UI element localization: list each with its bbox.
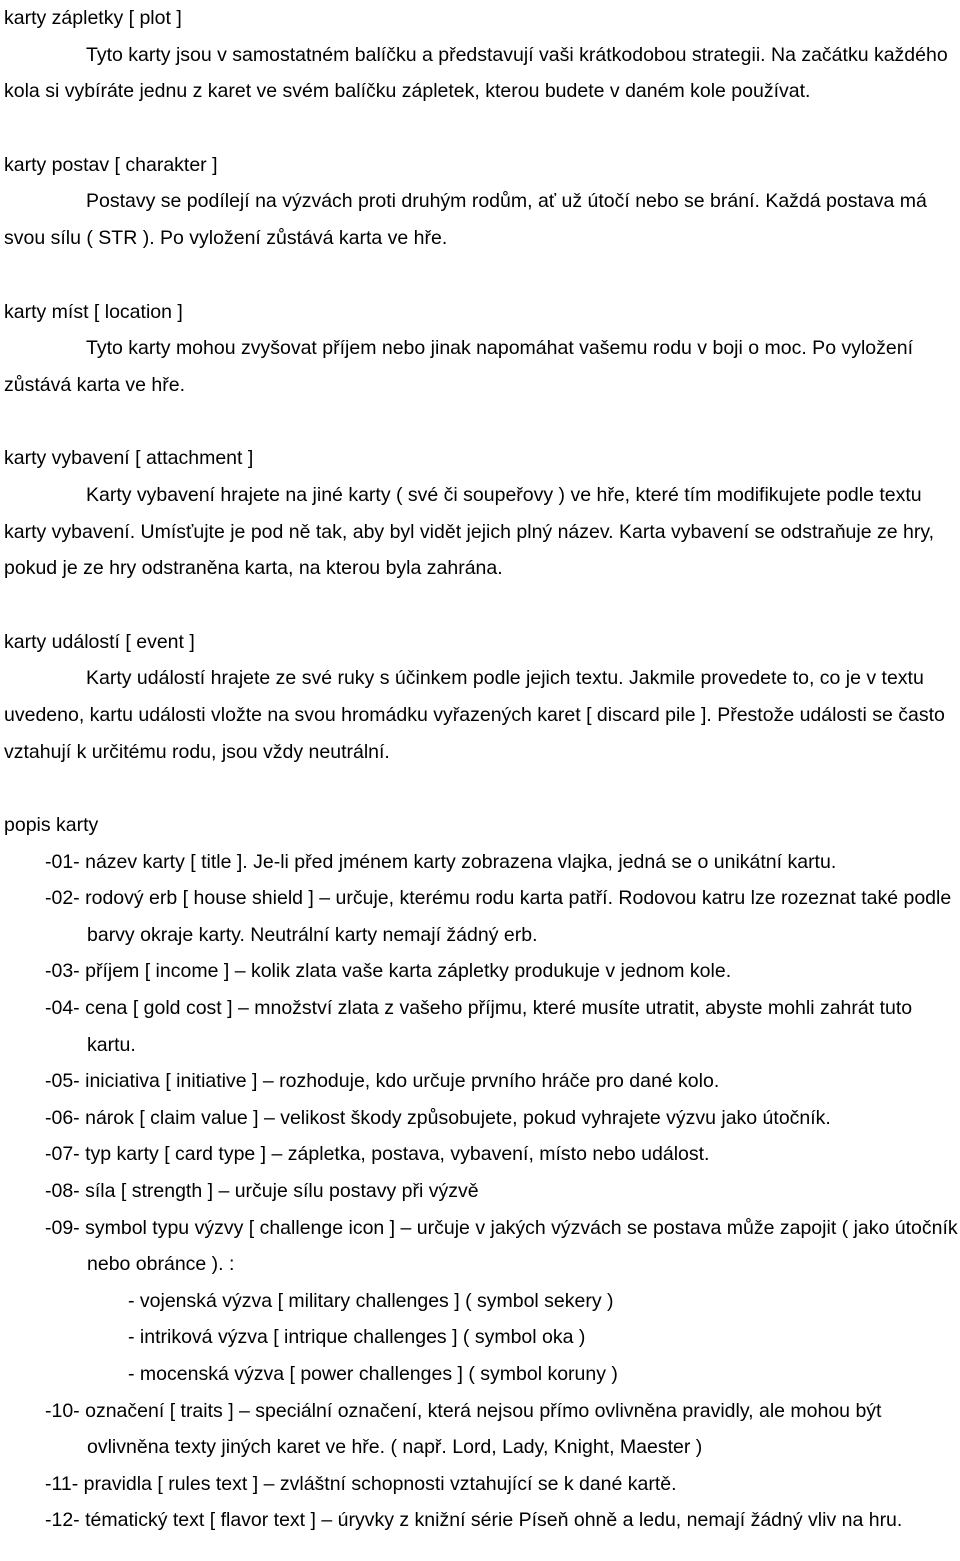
- item-label: iniciativa: [85, 1070, 160, 1093]
- item-term: [ title ]: [190, 850, 243, 873]
- list-item: [128, 1356, 960, 1393]
- item-number: -10-: [45, 1399, 80, 1422]
- item-number: -11-: [45, 1472, 79, 1495]
- item-term: [ gold cost ]: [132, 997, 233, 1020]
- challenge-text: ( symbol sekery ): [465, 1289, 614, 1312]
- item-label: název karty: [85, 850, 185, 873]
- section-heading: karty postav [ charakter ]: [4, 153, 218, 176]
- item-label: síla: [85, 1180, 116, 1203]
- item-number: -02-: [45, 887, 80, 910]
- item-number: -03-: [45, 960, 80, 983]
- item-term: [ house shield ]: [182, 887, 314, 910]
- list-item: [45, 953, 960, 990]
- challenge-label: - intriková výzva: [128, 1326, 268, 1349]
- item-label: nárok: [85, 1106, 134, 1129]
- item-text: – zvláštní schopnosti vztahující se k dané kartě.: [263, 1472, 677, 1495]
- challenge-type-list: [87, 1283, 960, 1393]
- list-item: [128, 1283, 960, 1320]
- item-term: [ income ]: [144, 960, 230, 983]
- list-item: [45, 880, 960, 953]
- challenge-label: - vojenská výzva: [128, 1289, 273, 1312]
- list-item: [45, 1210, 960, 1393]
- item-number: -09-: [45, 1216, 80, 1239]
- item-label: typ karty: [85, 1143, 159, 1166]
- item-number: -05-: [45, 1070, 80, 1093]
- list-item: [45, 1173, 960, 1210]
- section-heading: karty míst [ location ]: [4, 300, 183, 323]
- list-item: [45, 844, 960, 881]
- item-text: – určuje sílu postavy při výzvě: [218, 1180, 479, 1203]
- section-text: Karty událostí hrajete ze své ruky s účinkem podle jejich textu. Jakmile provedete to, co je v textu uvedeno, kartu události vložte na svou hromádku vyřazených karet [ discard pile ]. Přestože události se často vztahují k určitému rodu, jsou vždy neutrální.: [4, 667, 945, 763]
- item-term: [ strength ]: [120, 1180, 214, 1203]
- item-text: – zápletka, postava, vybavení, místo nebo událost.: [271, 1143, 710, 1166]
- item-term: [ traits ]: [169, 1399, 234, 1422]
- section-text: Karty vybavení hrajete na jiné karty ( své či soupeřovy ) ve hře, které tím modifikujete podle textu karty vybavení. Umísťujte je pod ně tak, aby byl vidět jejich plný název. Karta vybavení se odstraňuje ze hry, pokud je ze hry odstraněna karta, na kterou byla zahrána.: [4, 483, 935, 580]
- challenge-term: [ military challenges ]: [277, 1289, 460, 1312]
- section-heading: karty vybavení [ attachment ]: [4, 447, 254, 470]
- item-term: [ card type ]: [164, 1143, 267, 1166]
- challenge-label: - mocenská výzva: [128, 1363, 285, 1385]
- item-term: [ rules text ]: [157, 1472, 259, 1495]
- item-text: – množství zlata z vašeho příjmu, které musíte utratit, abyste mohli zahrát tuto kartu.: [87, 997, 913, 1056]
- item-text: – určuje, kterému rodu karta patří. Rodovou katru lze rozeznat také podle barvy okraje karty. Neutrální karty nemají žádný erb.: [87, 887, 952, 946]
- item-term: [ challenge icon ]: [248, 1216, 396, 1239]
- item-text: . Je-li před jménem karty zobrazena vlajka, jedná se o unikátní kartu.: [242, 850, 837, 873]
- item-number: -07-: [45, 1143, 80, 1166]
- challenge-text: ( symbol oka ): [462, 1326, 586, 1349]
- item-term: [ initiative ]: [165, 1070, 258, 1093]
- section-location: [4, 294, 960, 404]
- item-text: – velikost škody způsobujete, pokud vyhrajete výzvu jako útočník.: [263, 1106, 831, 1129]
- section-event: [4, 624, 960, 770]
- item-label: příjem: [85, 960, 140, 983]
- item-number: -04-: [45, 997, 80, 1020]
- item-number: -12-: [45, 1509, 80, 1532]
- list-item: [45, 1063, 960, 1100]
- section-character: [4, 147, 960, 257]
- item-text: – kolik zlata vaše karta zápletky produkuje v jednom kole.: [234, 960, 732, 983]
- item-text: – určuje v jakých výzvách se postava může zapojit ( jako útočník nebo obránce ). :: [87, 1216, 958, 1276]
- item-text: – úryvky z knižní série Píseň ohně a ledu, nemají žádný vliv na hru.: [321, 1509, 903, 1532]
- challenge-term: [ intrique challenges ]: [273, 1326, 458, 1349]
- item-term: [ flavor text ]: [209, 1509, 316, 1532]
- item-label: tématický text: [85, 1509, 205, 1532]
- item-text: – speciální označení, která nejsou přímo ovlivněna pravidly, ale mohou být ovlivněna texty jiných karet ve hře. ( např. Lord, Lady, Knight, Maester ): [87, 1399, 882, 1459]
- section-plot: [4, 0, 960, 110]
- list-item: [45, 1393, 960, 1466]
- item-number: -08-: [45, 1180, 80, 1203]
- list-item: [45, 1100, 960, 1137]
- section-text: Tyto karty mohou zvyšovat příjem nebo jinak napomáhat vašemu rodu v boji o moc. Po vyložení zůstává karta ve hře.: [4, 337, 913, 396]
- challenge-text: ( symbol koruny ): [468, 1363, 618, 1385]
- item-number: -01-: [45, 850, 80, 873]
- section-heading: karty zápletky [ plot ]: [4, 7, 182, 29]
- section-heading: popis karty: [4, 814, 99, 837]
- item-text: – rozhoduje, kdo určuje prvního hráče pro dané kolo.: [262, 1070, 720, 1093]
- item-term: [ claim value ]: [139, 1106, 259, 1129]
- section-card-description: [4, 807, 960, 1539]
- list-item: [45, 1466, 960, 1503]
- section-attachment: [4, 440, 960, 586]
- item-label: cena: [85, 997, 128, 1020]
- list-item: [45, 1136, 960, 1173]
- list-item: [45, 1502, 960, 1539]
- section-text: Postavy se podílejí na výzvách proti druhým rodům, ať už útočí nebo se brání. Každá postava má svou sílu ( STR ). Po vyložení zůstává karta ve hře.: [4, 190, 927, 249]
- section-text: Tyto karty jsou v samostatném balíčku a představují vaši krátkodobou strategii. Na začátku každého kola si vybíráte jednu z karet ve svém balíčku zápletek, kterou budete v daném kole používat.: [4, 43, 948, 103]
- section-heading: karty událostí [ event ]: [4, 630, 195, 653]
- list-item: [128, 1319, 960, 1356]
- item-label: symbol typu výzvy: [85, 1216, 244, 1239]
- card-description-list: [4, 844, 960, 1539]
- item-label: pravidla: [83, 1472, 152, 1495]
- challenge-term: [ power challenges ]: [289, 1363, 463, 1385]
- item-label: označení: [85, 1399, 165, 1422]
- item-number: -06-: [45, 1106, 80, 1129]
- item-label: rodový erb: [85, 887, 178, 910]
- list-item: [45, 990, 960, 1063]
